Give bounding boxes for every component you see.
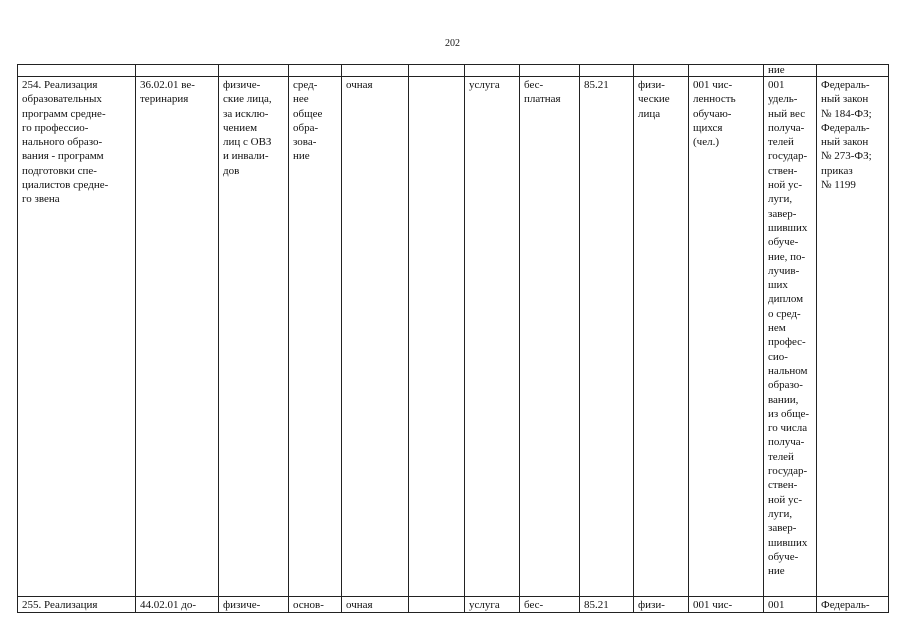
okved-code-cell: 85.21 [580, 597, 634, 613]
specialty-cell: 36.02.01 ве- теринария [136, 77, 219, 597]
table-cell [817, 65, 889, 77]
table-cell [520, 65, 580, 77]
payment-type-cell: бес- [520, 597, 580, 613]
table-cell [219, 65, 289, 77]
table-cell [689, 65, 764, 77]
table-cell [409, 77, 465, 597]
page-number: 202 [445, 38, 460, 49]
service-name-cell: 254. Реализация образовательных программ средне- го профессио- нального образо- вания - программ подготовки спе- циалистов средне- го звена [18, 77, 136, 597]
quality-indicator-cell: 001 [764, 597, 817, 613]
table-cell [409, 65, 465, 77]
recipients-cell: физи- [634, 597, 689, 613]
table-cell [634, 65, 689, 77]
legal-basis-cell: Федераль- [817, 597, 889, 613]
consumer-category-cell: физиче- ские лица, за исклю- чением лиц с ОВЗ и инвали- дов [219, 77, 289, 597]
table-row [18, 597, 889, 613]
education-level-cell: сред- нее общее обра- зова- ние [289, 77, 342, 597]
education-level-cell: основ- [289, 597, 342, 613]
quality-indicator-cell: 001 удель- ный вес получа- телей государ- ствен- ной ус- луги, завер- шивших обуче- ние, по- лучив- ших диплом о сред- нем профес- сио- нальном образо- вании, из обще- го числа получа- телей государ- ствен- ной ус- луги, завер- шивших обуче- ние [764, 77, 817, 597]
service-name-cell: 255. Реализация [18, 597, 136, 613]
study-form-cell: очная [342, 597, 409, 613]
recipients-cell: физи- ческие лица [634, 77, 689, 597]
legal-basis-cell: Федераль- ный закон № 184-ФЗ; Федераль- ный закон № 273-ФЗ; приказ № 1199 [817, 77, 889, 597]
table-row-continuation [18, 65, 889, 77]
service-type-cell: услуга [465, 77, 520, 597]
table-cell [580, 65, 634, 77]
table-cell [465, 65, 520, 77]
consumer-category-cell: физиче- [219, 597, 289, 613]
table-cell [136, 65, 219, 77]
okved-code-cell: 85.21 [580, 77, 634, 597]
table-cell: ние [764, 65, 817, 77]
specialty-cell: 44.02.01 до- [136, 597, 219, 613]
volume-indicator-cell: 001 чис- [689, 597, 764, 613]
study-form-cell: очная [342, 77, 409, 597]
table-cell [289, 65, 342, 77]
payment-type-cell: бес- платная [520, 77, 580, 597]
service-type-cell: услуга [465, 597, 520, 613]
services-table [17, 64, 889, 613]
volume-indicator-cell: 001 чис- ленность обучаю- щихся (чел.) [689, 77, 764, 597]
table-cell [18, 65, 136, 77]
table-row [18, 77, 889, 597]
table-cell [409, 597, 465, 613]
table-cell [342, 65, 409, 77]
